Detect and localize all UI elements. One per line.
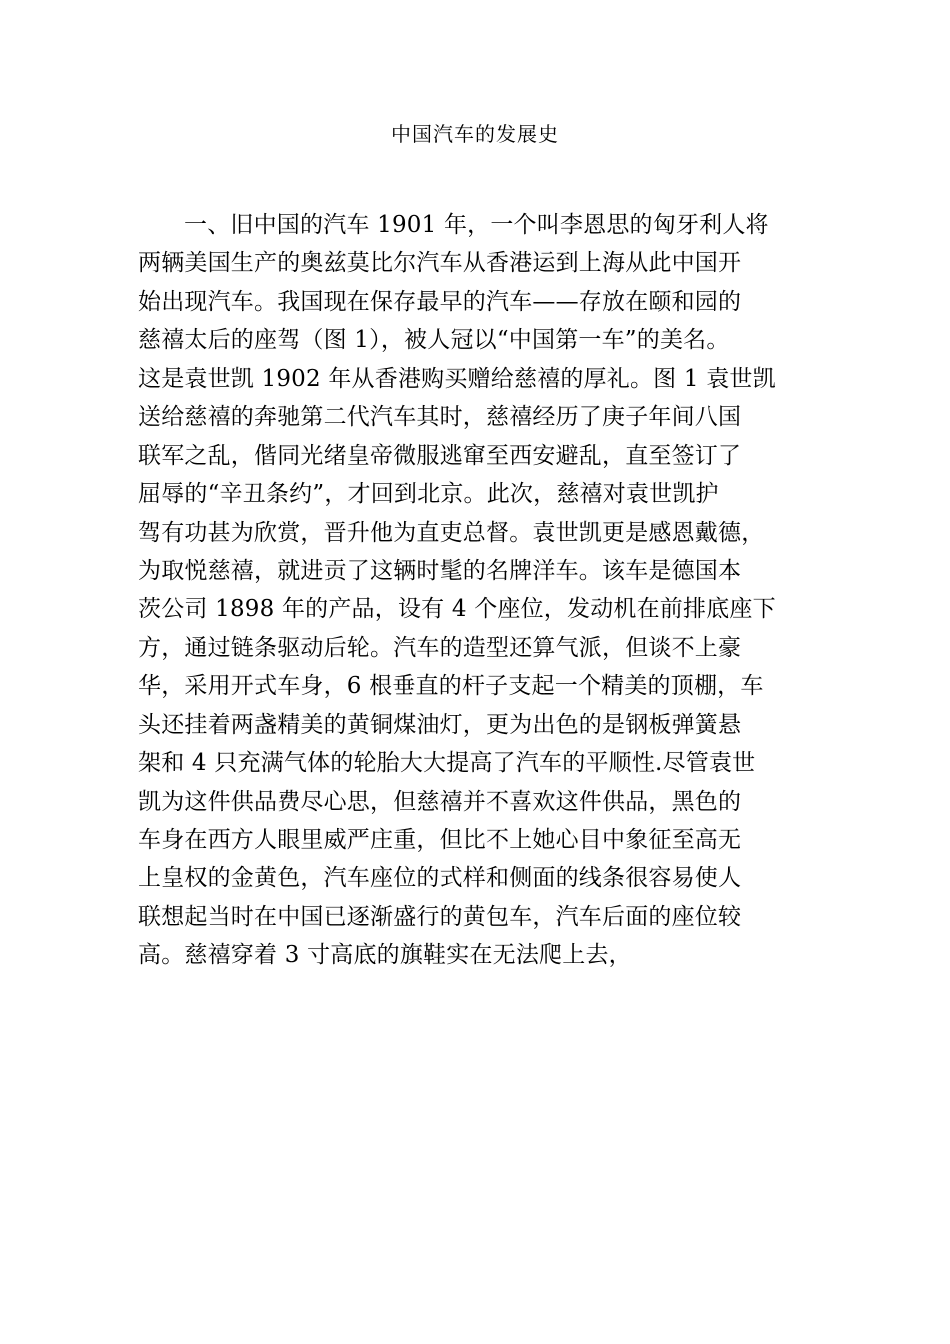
body-line-14: 头还挂着两盏精美的黄铜煤油灯，更为出色的是钢板弹簧悬 [138, 711, 742, 738]
body-line-2: 两辆美国生产的奥兹莫比尔汽车从香港运到上海从此中国开 [138, 250, 742, 277]
document-body [138, 206, 828, 975]
body-line-5: 这是袁世凯 1902 年从香港购买赠给慈禧的厚礼。图 1 袁世凯 [138, 365, 776, 392]
body-line-15: 架和 4 只充满气体的轮胎大大提高了汽车的平顺性.尽管袁世 [138, 750, 756, 777]
body-line-8: 屈辱的“辛丑条约”，才回到北京。此次，慈禧对袁世凯护 [138, 481, 719, 508]
body-line-20: 高。慈禧穿着 3 寸高底的旗鞋实在无法爬上去， [138, 942, 632, 969]
body-line-11: 茨公司 1898 年的产品，设有 4 个座位，发动机在前排底座下 [138, 596, 776, 623]
body-line-18: 上皇权的金黄色，汽车座位的式样和侧面的线条很容易使人 [138, 865, 742, 892]
body-line-13: 华，采用开式车身，6 根垂直的杆子支起一个精美的顶棚，车 [138, 673, 764, 700]
body-line-19: 联想起当时在中国已逐渐盛行的黄包车，汽车后面的座位较 [138, 903, 742, 930]
body-line-1: 一、旧中国的汽车 1901 年，一个叫李恩思的匈牙利人将 [184, 212, 769, 238]
body-line-9: 驾有功甚为欣赏，晋升他为直吏总督。袁世凯更是感恩戴德， [138, 519, 765, 546]
body-line-7: 联军之乱，偕同光绪皇帝微服逃窜至西安避乱，直至签订了 [138, 442, 742, 469]
body-line-4: 慈禧太后的座驾（图 1），被人冠以“中国第一车”的美名。 [138, 327, 730, 354]
body-line-6: 送给慈禧的奔驰第二代汽车其时，慈禧经历了庚子年间八国 [138, 404, 742, 431]
body-line-12: 方，通过链条驱动后轮。汽车的造型还算气派，但谈不上豪 [138, 634, 742, 661]
body-line-10: 为取悦慈禧，就进贡了这辆时髦的名牌洋车。该车是德国本 [138, 557, 742, 584]
document-title: 中国汽车的发展史 [391, 122, 559, 146]
body-line-3: 始出现汽车。我国现在保存最早的汽车——存放在颐和园的 [138, 288, 742, 315]
body-line-17: 车身在西方人眼里威严庄重，但比不上她心目中象征至高无 [138, 827, 742, 853]
body-line-16: 凯为这件供品费尽心思，但慈禧并不喜欢这件供品，黑色的 [138, 788, 742, 815]
